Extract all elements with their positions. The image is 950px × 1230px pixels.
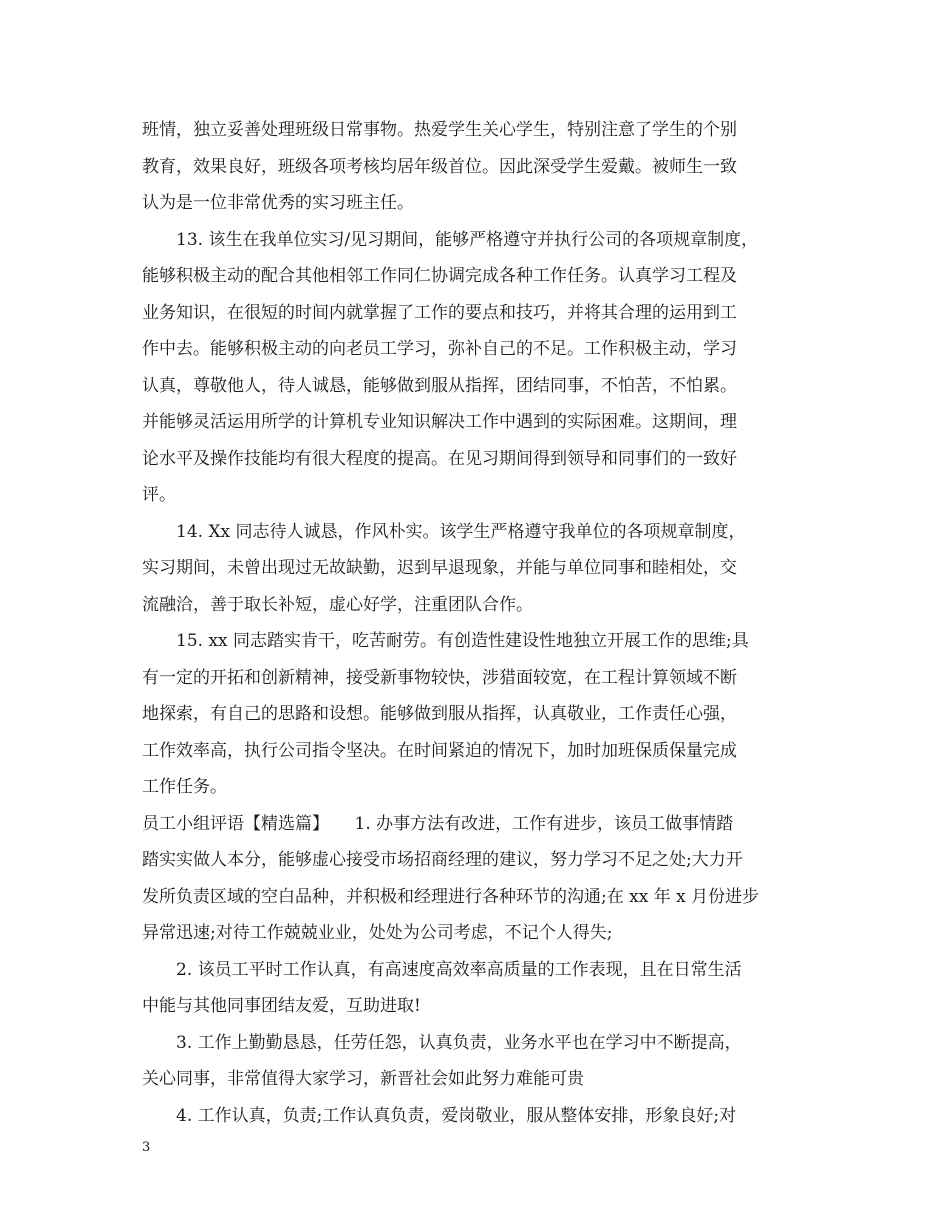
text-line: 业务知识，在很短的时间内就掌握了工作的要点和技巧，并将其合理的运用到工	[142, 302, 737, 323]
text-line: 15. xx 同志踏实肯干，吃苦耐劳。有创造性建设性地独立开展工作的思维;具	[176, 631, 749, 651]
text-line: 地探索，有自己的思路和设想。能够做到服从指挥，认真敬业，工作责任心强，	[142, 704, 737, 724]
text-line: 作中去。能够积极主动的向老员工学习，弥补自己的不足。工作积极主动，学习	[142, 339, 737, 359]
text-line: 流融洽，善于取长补短，虚心好学，注重团队合作。	[142, 594, 533, 615]
text-line: 踏实实做人本分，能够虚心接受市场招商经理的建议，努力学习不足之处;大力开	[142, 850, 743, 870]
text-line: 教育，效果良好，班级各项考核均居年级首位。因此深受学生爱戴。被师生一致	[142, 156, 737, 177]
text-line: 实习期间，未曾出现过无故缺勤，迟到早退现象，并能与单位同事和睦相处，交	[142, 558, 737, 578]
text-line: 4. 工作认真，负责;工作认真负责，爱岗敬业，服从整体安排，形象良好;对	[176, 1105, 737, 1126]
text-line: 认为是一位非常优秀的实习班主任。	[142, 193, 414, 213]
text-line: 2. 该员工平时工作认真，有高速度高效率高质量的工作表现，且在日常生活	[176, 959, 742, 980]
text-line: 工作效率高，执行公司指令坚决。在时间紧迫的情况下，加时加班保质保量完成	[142, 740, 737, 761]
text-line: 并能够灵活运用所学的计算机专业知识解决工作中遇到的实际困难。这期间，理	[142, 412, 737, 432]
text-line: 14. Xx 同志待人诚恳，作风朴实。该学生严格遵守我单位的各项规章制度，	[176, 521, 746, 542]
document-body	[142, 112, 814, 1134]
text-line: 能够积极主动的配合其他相邻工作同仁协调完成各种工作任务。认真学习工程及	[142, 266, 737, 286]
text-line: 13. 该生在我单位实习/见习期间，能够严格遵守并执行公司的各项规章制度，	[176, 229, 759, 250]
text-line: 班情，独立妥善处理班级日常事物。热爱学生关心学生，特别注意了学生的个别	[142, 120, 737, 140]
text-line: 认真，尊敬他人，待人诚恳，能够做到服从指挥，团结同事，不怕苦，不怕累。	[142, 375, 737, 396]
text-line: 关心同事，非常值得大家学习，新晋社会如此努力难能可贵	[142, 1069, 584, 1089]
text-line: 有一定的开拓和创新精神，接受新事物较快，涉猎面较宽，在工程计算领域不断	[142, 667, 737, 688]
text-line: 论水平及操作技能均有很大程度的提高。在见习期间得到领导和同事们的一致好	[142, 448, 737, 469]
text-line: 发所负责区域的空白品种，并积极和经理进行各种环节的沟通;在 xx 年 x 月份进步	[142, 886, 760, 907]
text-line: 中能与其他同事团结友爱，互助进取!	[142, 996, 421, 1016]
text-line: 评。	[142, 485, 176, 505]
page-number: 3	[142, 1140, 151, 1155]
text-line: 3. 工作上勤勤恳恳，任劳任怨，认真负责，业务水平也在学习中不断提高，	[176, 1032, 742, 1053]
text-line: 工作任务。	[142, 777, 227, 797]
text-line: 异常迅速;对待工作兢兢业业，处处为公司考虑，不记个人得失;	[142, 923, 613, 943]
text-line: 员工小组评语【精选篇】 1. 办事方法有改进，工作有进步，该员工做事情踏	[142, 813, 734, 834]
